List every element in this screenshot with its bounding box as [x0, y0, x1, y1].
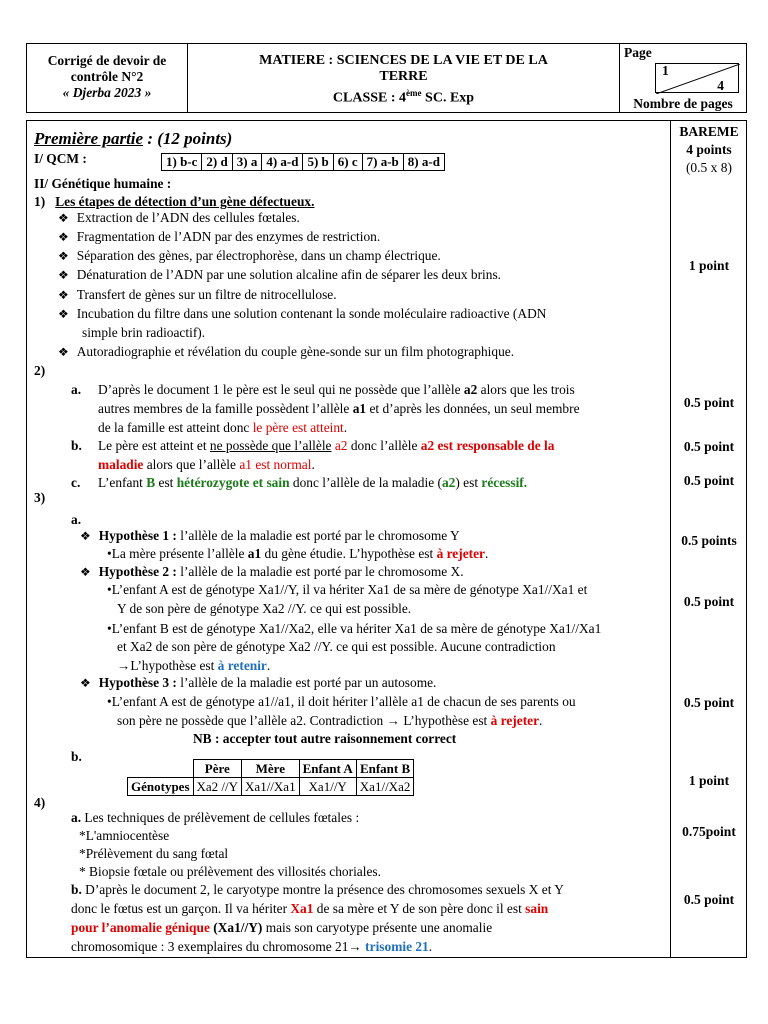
hypothesis-2	[80, 562, 464, 582]
q2c-score: 0.5 point	[683, 473, 735, 488]
geno-value-pere: Xa2 //Y	[193, 778, 242, 796]
q2-number: 2)	[34, 363, 46, 378]
h3-bullet-1	[107, 692, 576, 711]
part-title	[34, 129, 232, 148]
h1-b1-red: à rejeter	[436, 546, 485, 561]
q2a-line2	[98, 399, 580, 418]
h3-b1-l2-red: à rejeter	[490, 713, 540, 728]
diamond-bullet-icon: ❖	[58, 307, 69, 321]
q3b-label: b.	[71, 749, 82, 764]
q1-step-6	[58, 304, 546, 324]
q1-step-5-text: Transfert de gènes sur un filtre de nitrocellulose.	[76, 287, 337, 302]
q1-title: Les étapes de détection d’un gène défectueux.	[55, 194, 315, 209]
geno-header-mere: Mère	[242, 760, 300, 778]
q4b-line4	[71, 937, 432, 956]
q2b-score: 0.5 point	[683, 439, 735, 454]
q1-step-7	[58, 342, 514, 362]
q2b-label: b.	[71, 438, 82, 453]
q2b-l1-red: a2 est responsable de la	[420, 438, 555, 453]
q1-step-3-text: Séparation des gènes, par électrophorèse, dans un champ électrique.	[76, 248, 441, 263]
h1-title: Hypothèse 1 :	[98, 528, 177, 543]
h1-text: l’allèle de la maladie est porté par le chromosome Y	[176, 528, 460, 543]
subject-line2: TERRE	[379, 69, 428, 84]
qcm-answer-7: 7) a-b	[362, 154, 403, 171]
qcm-answer-1: 1) b-c	[162, 154, 202, 171]
genotype-values-row	[128, 778, 414, 796]
q4b-l2-pre: donc le fœtus est un garçon. Il va hériter	[71, 901, 291, 916]
q1-step-4-text: Dénaturation de l’ADN par une solution alcaline afin de séparer les deux brins.	[76, 267, 502, 282]
page-count-label: Nombre de pages	[633, 96, 733, 111]
diamond-bullet-icon: ❖	[58, 288, 69, 302]
q4a-score: 0.75point	[682, 824, 736, 839]
qcm-label: I/ QCM :	[34, 151, 87, 166]
q2b-l1-b: donc l’allèle	[347, 438, 421, 453]
q1-number: 1)	[34, 194, 46, 209]
q4a-label: a.	[71, 810, 82, 825]
diamond-bullet-icon: ❖	[58, 268, 69, 282]
geno-row-label: Génotypes	[128, 778, 194, 796]
h2-b1-l1: L’enfant A est de génotype Xa1//Y, il va hériter Xa1 de sa mère de génotype Xa1//Xa1 et	[111, 582, 588, 597]
bareme-detail: (0.5 x 8)	[685, 160, 733, 175]
q2c-line	[98, 473, 527, 492]
class-prefix: CLASSE : 4	[332, 90, 407, 106]
diamond-bullet-icon: ❖	[80, 565, 91, 579]
genotype-table	[127, 759, 414, 796]
nb-note: NB : accepter tout autre raisonnement correct	[193, 731, 457, 746]
q1-step-3	[58, 246, 441, 266]
answer-sheet	[26, 120, 747, 958]
q4b-l1: D’après le document 2, le caryotype montre la présence des chromosomes sexuels X et Y	[81, 882, 564, 897]
h2-b2-l2: et Xa2 de son père de génotype Xa2 //Y. ce qui est possible. Aucune contradiction	[117, 639, 556, 654]
h3-b1-l2	[117, 711, 542, 730]
h1-b1-pre: La mère présente l’allèle	[111, 546, 248, 561]
q2b-line2	[98, 455, 315, 474]
h1-b1-mid: du gène étudie. L’hypothèse est	[261, 546, 437, 561]
geno-header-enfant-b: Enfant B	[356, 760, 414, 778]
q4a-line	[71, 808, 359, 827]
q4a-item-2: *Prélèvement du sang fœtal	[79, 846, 229, 861]
q2b-l2-red: maladie	[98, 457, 144, 472]
q4a-intro: Les techniques de prélèvement de cellules fœtales :	[81, 810, 360, 825]
q1-step-5	[58, 285, 337, 305]
diamond-bullet-icon: ❖	[58, 345, 69, 359]
header-page-cell	[620, 44, 746, 112]
q2b-l2-end: .	[311, 457, 315, 472]
q2a-l3-post: .	[343, 420, 348, 435]
h2-title: Hypothèse 2 :	[98, 564, 177, 579]
q2b-l1-a: Le père est atteint et	[98, 438, 210, 453]
q2a-l1-allele: a2	[463, 382, 478, 397]
header-left-line1: Corrigé de devoir de	[47, 53, 167, 68]
q3b-score: 1 point	[688, 773, 730, 788]
qcm-answer-6: 6) c	[333, 154, 362, 171]
q2b-l1-a2: a2	[334, 438, 348, 453]
page-label: Page	[624, 45, 652, 60]
q4a-item-1: *L'amniocentèse	[79, 828, 170, 843]
dot-bullet-icon: •	[107, 546, 112, 561]
diamond-bullet-icon: ❖	[58, 249, 69, 263]
q4b-label: b.	[71, 882, 82, 897]
q2a-l3-pre: de la famille est atteint donc	[98, 420, 253, 435]
q1-score: 1 point	[688, 258, 730, 273]
q2a-line3	[98, 418, 347, 437]
q2a-l2-post: et d’après les données, un seul membre	[366, 401, 580, 416]
q1-step-7-text: Autoradiographie et révélation du couple gène-sonde sur un film photographique.	[76, 344, 515, 359]
genotype-empty-cell	[128, 760, 194, 778]
q1-step-6-line1: Incubation du filtre dans une solution contenant la sonde moléculaire radioactive (ADN	[76, 306, 547, 321]
h3-b1-l1: L’enfant A est de génotype a1//a1, il doit hériter l’allèle a1 de chacun de ses parents ou	[111, 694, 576, 709]
qcm-answer-5: 5) b	[303, 154, 333, 171]
qcm-answer-4: 4) a-d	[262, 154, 303, 171]
q4b-l3-post: mais son caryotype présente une anomalie	[262, 920, 493, 935]
class-suffix: SC. Exp	[421, 90, 475, 106]
dot-bullet-icon: •	[107, 621, 112, 636]
diamond-bullet-icon: ❖	[80, 676, 91, 690]
q2a-l1-pre: D’après le document 1 le père est le seul qui ne possède que l’allèle	[98, 382, 464, 397]
q2c-label: c.	[71, 475, 81, 490]
q4b-l4-pre: chromosomique : 3 exemplaires du chromosome 21→	[71, 939, 366, 954]
h2-bullet-1	[107, 580, 587, 599]
q4b-line1	[71, 880, 564, 899]
diamond-bullet-icon: ❖	[58, 211, 69, 225]
h1-bullet-1	[107, 544, 488, 563]
geno-value-mere: Xa1//Xa1	[242, 778, 300, 796]
q4b-l4-blue: trisomie 21	[365, 939, 429, 954]
header-center-cell	[188, 44, 620, 112]
hypothesis-3	[80, 673, 436, 693]
header-left-cell	[27, 44, 188, 112]
q2c-c: est	[155, 475, 177, 490]
h1-score: 0.5 points	[681, 533, 737, 548]
h2-b1-l2: Y de son père de génotype Xa2 //Y. ce qui est possible.	[117, 601, 412, 616]
q3a-label: a.	[71, 512, 82, 527]
q2a-l2-pre: autres membres de la famille possèdent l’allèle	[98, 401, 353, 416]
diamond-bullet-icon: ❖	[80, 529, 91, 543]
q4-number: 4)	[34, 795, 46, 810]
q1-step-6-line2: simple brin radioactif).	[82, 325, 206, 340]
h3-text: l’allèle de la maladie est porté par un autosome.	[176, 675, 437, 690]
part-title-text: Première partie	[34, 129, 144, 148]
q2b-line1	[98, 436, 554, 455]
q2a-label: a.	[71, 382, 82, 397]
q2a-l1-post: alors que les trois	[477, 382, 575, 397]
q2b-l2-red2: a1 est normal	[239, 457, 312, 472]
q2c-e: donc l’allèle de la maladie (	[289, 475, 442, 490]
q2c-a: L’enfant	[98, 475, 147, 490]
diamond-bullet-icon: ❖	[58, 230, 69, 244]
qcm-answer-3: 3) a	[232, 154, 262, 171]
page-total: 4	[717, 78, 724, 93]
hypothesis-1	[80, 526, 460, 546]
qcm-answers-table	[161, 153, 445, 171]
h2-b2-l1: L’enfant B est de génotype Xa1//Xa2, elle va hériter Xa1 de sa mère de génotype Xa1//Xa1	[111, 621, 602, 636]
q1-step-1	[58, 208, 300, 228]
h3-title: Hypothèse 3 :	[98, 675, 177, 690]
q2a-score: 0.5 point	[683, 395, 735, 410]
dot-bullet-icon: •	[107, 694, 112, 709]
dot-bullet-icon: •	[107, 582, 112, 597]
class-line	[188, 85, 619, 107]
h2-b2-l3-pre: →L’hypothèse est	[117, 658, 218, 673]
q2c-d: hétérozygote et sain	[176, 475, 290, 490]
q4b-line2	[71, 899, 548, 918]
q2b-l2-mid: alors que l’allèle	[143, 457, 240, 472]
q4a-item-3: * Biopsie fœtale ou prélèvement des villosités choriales.	[79, 864, 381, 879]
h3-score: 0.5 point	[683, 695, 735, 710]
bareme-title: BAREME	[679, 124, 739, 139]
q1-step-2	[58, 227, 380, 247]
q1-step-4	[58, 265, 501, 285]
q4b-l3-bold: (Xa1//Y)	[209, 920, 263, 935]
q1-step-1-text: Extraction de l’ADN des cellules fœtales.	[76, 210, 300, 225]
q4b-line3	[71, 918, 492, 937]
q2c-f: a2	[441, 475, 456, 490]
q1-step-2-text: Fragmentation de l’ADN par des enzymes de restriction.	[76, 229, 381, 244]
header-left-line2: contrôle N°2	[70, 69, 144, 84]
h2-text: l’allèle de la maladie est porté par le chromosome X.	[176, 564, 464, 579]
q4b-l2-red: Xa1	[290, 901, 314, 916]
genotype-header-row	[128, 760, 414, 778]
q2a-line1	[98, 380, 575, 399]
q2a-l3-red: le père est atteint	[252, 420, 344, 435]
q2a-l2-allele: a1	[352, 401, 367, 416]
qcm-answer-2: 2) d	[202, 154, 232, 171]
q4b-l2-mid: de sa mère et Y de son père donc il est	[313, 901, 526, 916]
page-current: 1	[662, 63, 669, 78]
q4b-l2-red2: sain	[525, 901, 549, 916]
header-left-line3: « Djerba 2023 »	[62, 85, 152, 100]
h3-b1-l2-end: .	[539, 713, 543, 728]
geno-value-enfant-b: Xa1//Xa2	[356, 778, 414, 796]
q4b-score: 0.5 point	[683, 892, 735, 907]
subject-line1: MATIERE : SCIENCES DE LA VIE ET DE LA	[259, 53, 548, 68]
geno-header-pere: Père	[193, 760, 242, 778]
h3-b1-l2-pre: son père ne possède que l’allèle a2. Contradiction → L’hypothèse est	[117, 713, 491, 728]
h1-b1-end: .	[485, 546, 489, 561]
q2c-h: récessif.	[481, 475, 528, 490]
h1-b1-allele: a1	[247, 546, 262, 561]
h2-b2-l3-blue: à retenir	[217, 658, 267, 673]
geno-header-enfant-a: Enfant A	[299, 760, 356, 778]
qcm-answer-8: 8) a-d	[403, 154, 444, 171]
h2-score: 0.5 point	[683, 594, 735, 609]
class-sup: ème	[406, 88, 422, 98]
page-number-box	[655, 63, 739, 93]
part-points: : (12 points)	[143, 129, 233, 148]
genetique-title: II/ Génétique humaine :	[34, 176, 172, 191]
q4b-l3-red: pour l’anomalie génique	[71, 920, 210, 935]
q2c-g: ) est	[455, 475, 482, 490]
h2-b2-l3-end: .	[266, 658, 271, 673]
h2-bullet-2	[107, 619, 601, 638]
q2b-l1-u: ne possède que l’allèle	[209, 438, 332, 453]
q4b-l4-end: .	[428, 939, 433, 954]
bareme-points: 4 points	[686, 142, 732, 157]
qcm-row	[162, 154, 445, 171]
q2c-b: B	[146, 475, 156, 490]
q3-number: 3)	[34, 490, 46, 505]
document-header	[26, 43, 747, 113]
geno-value-enfant-a: Xa1//Y	[299, 778, 356, 796]
